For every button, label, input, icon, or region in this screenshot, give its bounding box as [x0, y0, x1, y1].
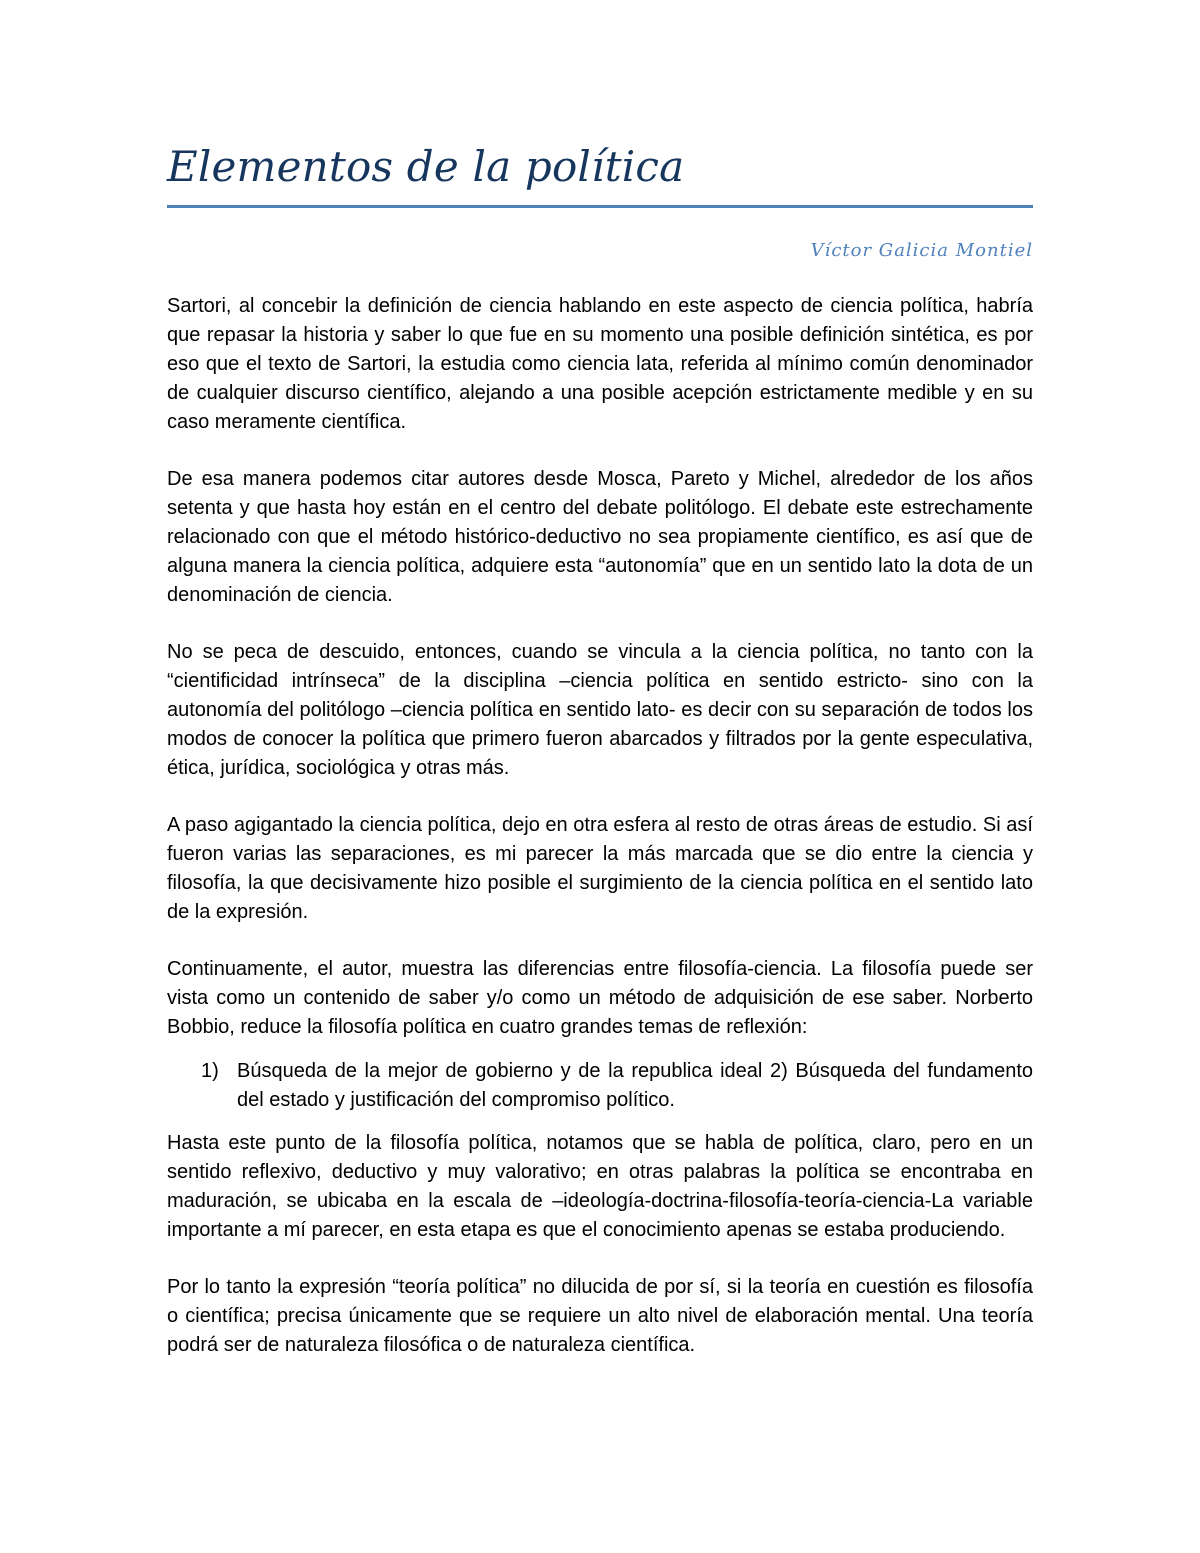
- paragraph-4: A paso agigantado la ciencia política, dejo en otra esfera al resto de otras áreas de estudio. Si así fueron varias las separaciones, es mi parecer la más marcada que se dio entre la ciencia y filosofía, la que decisivamente hizo posible el surgimiento de la ciencia política en el sentido lato de la expresión.: [167, 814, 1033, 923]
- author-name: Víctor Galicia Montiel: [810, 240, 1033, 261]
- document-body: [167, 292, 1033, 1388]
- paragraph-5: Continuamente, el autor, muestra las diferencias entre filosofía-ciencia. La filosofía puede ser vista como un contenido de saber y/o como un método de adquisición de ese saber. Norberto Bobbio, reduce la filosofía política en cuatro grandes temas de reflexión:: [167, 958, 1033, 1038]
- paragraph-6: Hasta este punto de la filosofía política, notamos que se habla de política, claro, pero en un sentido reflexivo, deductivo y muy valorativo; en otras palabras la política se encontraba en maduración, se ubicaba en la escala de –ideología-doctrina-filosofía-teoría-ciencia-La variable importante a mí parecer, en esta etapa es que el conocimiento apenas se estaba produciendo.: [167, 1132, 1033, 1241]
- list-item-number: 1): [201, 1060, 219, 1082]
- title-underline: [167, 205, 1033, 208]
- numbered-list: [167, 1057, 1033, 1115]
- list-item-text: Búsqueda de la mejor de gobierno y de la republica ideal 2) Búsqueda del fundamento del estado y justificación del compromiso político.: [237, 1060, 1033, 1111]
- paragraph-2: De esa manera podemos citar autores desde Mosca, Pareto y Michel, alrededor de los años setenta y que hasta hoy están en el centro del debate politólogo. El debate este estrechamente relacionado con que el método histórico-deductivo no sea propiamente científico, es así que de alguna manera la ciencia política, adquiere esta “autonomía” que en un sentido lato la dota de un denominación de ciencia.: [167, 468, 1033, 606]
- list-item: [201, 1057, 1033, 1115]
- paragraph-1: Sartori, al concebir la definición de ciencia hablando en este aspecto de ciencia política, habría que repasar la historia y saber lo que fue en su momento una posible definición sintética, es por eso que el texto de Sartori, la estudia como ciencia lata, referida al mínimo común denominador de cualquier discurso científico, alejando a una posible acepción estrictamente medible y en su caso meramente científica.: [167, 295, 1033, 433]
- paragraph-7: Por lo tanto la expresión “teoría política” no dilucida de por sí, si la teoría en cuestión es filosofía o científica; precisa únicamente que se requiere un alto nivel de elaboración mental. Una teoría podrá ser de naturaleza filosófica o de naturaleza científica.: [167, 1276, 1033, 1356]
- document-title: Elementos de la política: [167, 142, 685, 191]
- paragraph-3: No se peca de descuido, entonces, cuando se vincula a la ciencia política, no tanto con la “cientificidad intrínseca” de la disciplina –ciencia política en sentido estricto- sino con la autonomía del politólogo –ciencia política en sentido lato- es decir con su separación de todos los modos de conocer la política que primero fueron abarcados y filtrados por la gente especulativa, ética, jurídica, sociológica y otras más.: [167, 641, 1033, 779]
